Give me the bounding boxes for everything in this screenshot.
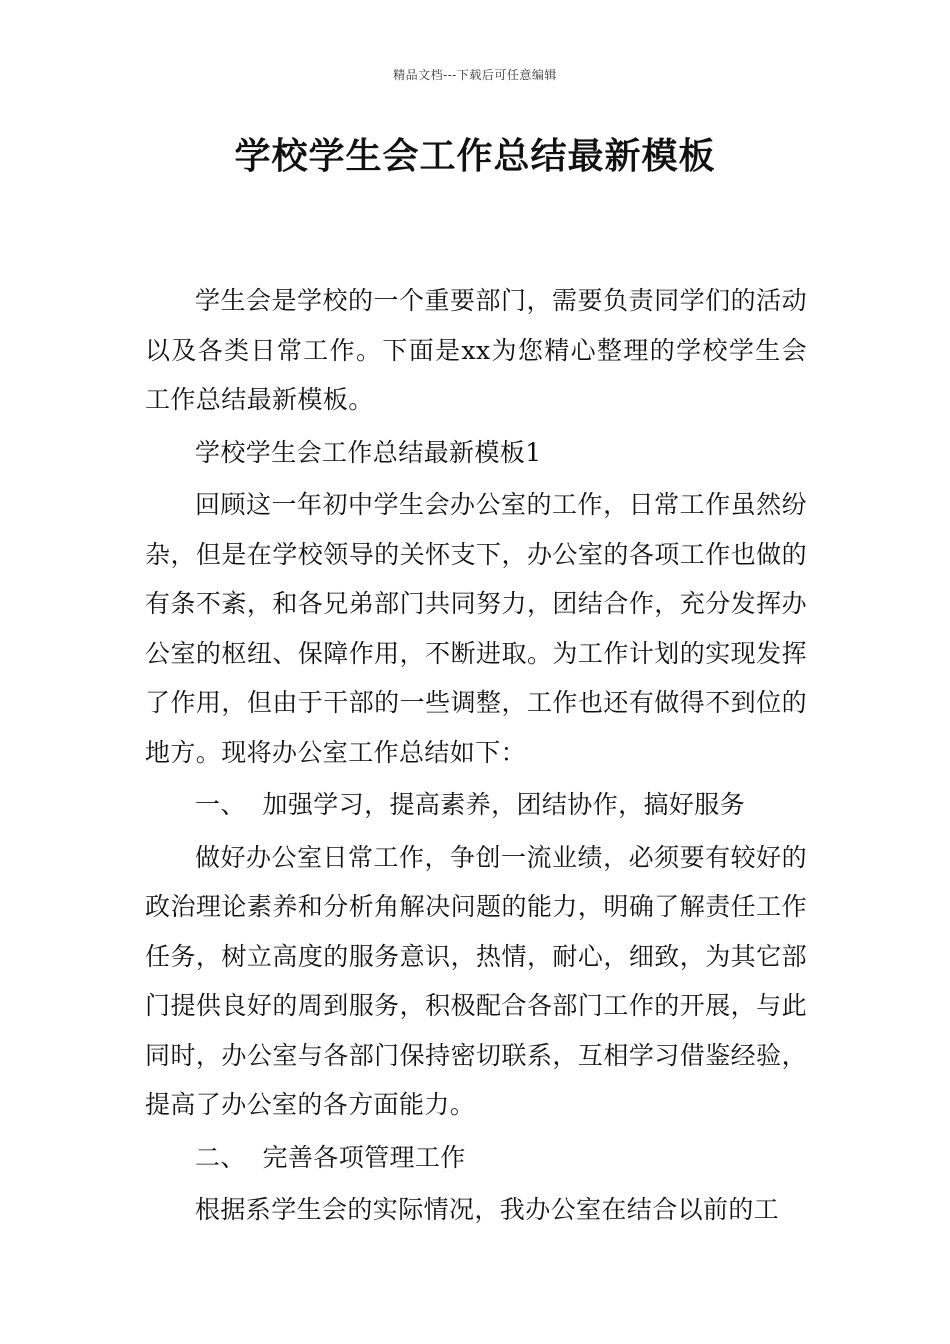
section-heading-two: 二、 完善各项管理工作 [195, 1142, 466, 1172]
section-heading-template-1: 学校学生会工作总结最新模板1 [195, 437, 542, 467]
header-note: 精品文档---下载后可任意编辑 [393, 68, 557, 82]
intro-paragraph: 学生会是学校的一个重要部门，需要负责同学们的活动以及各类日常工作。下面是xx为您精心整理的学校学生会工作总结最新模板。 [145, 286, 807, 414]
document-body [145, 276, 807, 1235]
review-paragraph: 回顾这一年初中学生会办公室的工作，日常工作虽然纷杂，但是在学校领导的关怀支下，办公室的各项工作也做的有条不紊，和各兄弟部门共同努力，团结合作，充分发挥办公室的枢纽、保障作用，不断进取。为工作计划的实现发挥了作用，但由于干部的一些调整，工作也还有做得不到位的地方。现将办公室工作总结如下： [145, 490, 807, 767]
document-title: 学校学生会工作总结最新模板 [234, 136, 716, 177]
section-heading-one: 一、 加强学习，提高素养，团结协作，搞好服务 [195, 790, 746, 819]
office-work-paragraph: 做好办公室日常工作，争创一流业绩，必须要有较好的政治理论素养和分析角解决问题的能力，明确了解责任工作任务，树立高度的服务意识，热情，耐心，细致，为其它部门提供良好的周到服务，积极配合各部门工作的开展，与此同时，办公室与各部门保持密切联系，互相学习借鉴经验，提高了办公室的各方面能力。 [145, 842, 807, 1119]
management-paragraph: 根据系学生会的实际情况，我办公室在结合以前的工 [195, 1195, 780, 1224]
